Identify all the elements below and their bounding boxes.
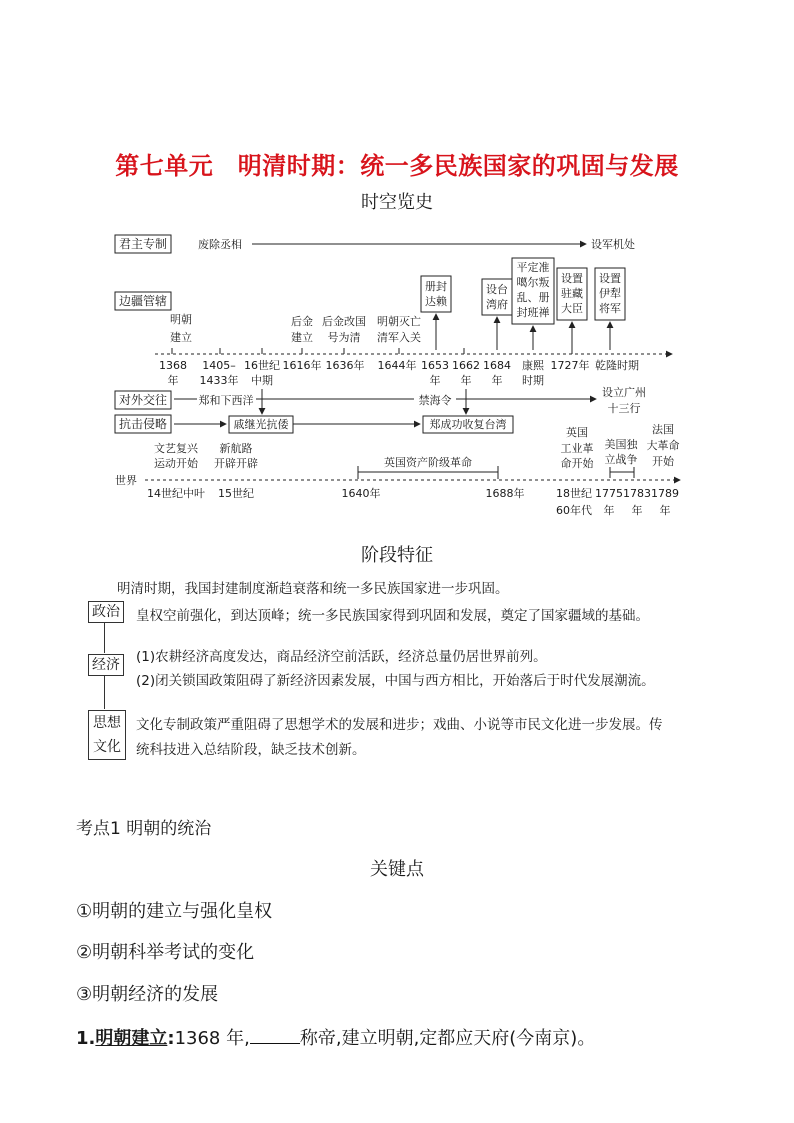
svg-text:年: 年 [659,504,671,517]
svg-text:中期: 中期 [251,374,273,387]
qijiguang: 戚继光抗倭 [233,418,289,431]
section-heading-timeline: 时空览史 [361,192,433,213]
svg-text:开辟开辟: 开辟开辟 [214,457,258,470]
timeline-diagram [0,0,794,530]
zhengchenggong: 郑成功收复台湾 [429,418,507,431]
date-1405: 1405– [202,359,236,372]
svg-text:平定准: 平定准 [516,261,550,274]
item-1-number: 1. [76,1028,96,1049]
world-date-4: 1688年 [485,487,525,500]
svg-text:开始: 开始 [652,455,674,468]
monarchy-end: 设军机处 [591,238,635,251]
date-1727: 1727年 [550,359,590,372]
svg-text:乱、册: 乱、册 [516,291,550,304]
page-title: 第七单元 明清时期：统一多民族国家的巩固与发展 [115,152,679,180]
section-heading-features: 阶段特征 [361,545,433,566]
svg-text:大革命: 大革命 [646,439,680,452]
tag-culture [88,710,126,760]
world-renaissance: 文艺复兴 [154,442,198,455]
category-foreign: 对外交往 [118,393,168,407]
world-american-independence: 美国独 [604,438,638,451]
date-16c: 16世纪 [244,359,280,372]
svg-text:设置: 设置 [561,272,583,285]
item-1-colon: : [167,1028,175,1049]
svg-text:运动开始: 运动开始 [154,457,198,470]
tag-culture-line1: 思想 [93,715,121,731]
item-1-blank[interactable] [250,1027,300,1044]
svg-text:册封: 册封 [425,280,447,293]
english-revolution: 英国资产阶级革命 [384,456,472,469]
svg-text:大臣: 大臣 [561,302,583,315]
date-1684: 1684 [483,359,511,372]
svg-text:年: 年 [429,374,441,387]
world-date-5: 18世纪 [556,487,592,500]
category-monarchy: 君主专制 [118,237,168,251]
svg-text:建立: 建立 [170,331,192,344]
culture-line-1: 文化专制政策严重阻碍了思想学术的发展和进步；戏曲、小说等市民文化进一步发展。传 [136,717,663,733]
date-1653: 1653 [421,359,449,372]
svg-text:封班禅: 封班禅 [516,306,550,319]
world-date-1: 14世纪中叶 [147,487,205,500]
date-1368: 1368 [159,359,187,372]
date-1644: 1644年 [377,359,417,372]
svg-text:1433年: 1433年 [199,374,239,387]
event-rename-qing: 后金改国 [322,315,366,328]
event-houjin: 后金 [291,315,313,328]
event-ming-fall: 明朝灭亡 [377,315,421,328]
svg-text:将军: 将军 [599,302,621,315]
date-1662: 1662 [452,359,480,372]
tag-politics: 政治 [88,601,124,623]
date-qianlong: 乾隆时期 [595,359,639,372]
economy-line-2: (2)闭关锁国政策阻碍了新经济因素发展，中国与西方相比，开始落后于时代发展潮流。 [136,673,655,689]
world-label: 世界 [115,474,137,487]
date-1636: 1636年 [325,359,365,372]
category-anti-invasion: 抗击侵略 [118,417,168,431]
svg-text:工业革: 工业革 [560,442,594,455]
svg-text:伊犁: 伊犁 [599,287,621,300]
svg-text:驻藏: 驻藏 [561,287,583,300]
world-date-7: 1783 [623,487,651,500]
key-point-1: ①明朝的建立与强化皇权 [76,901,273,922]
culture-line-2: 统科技进入总结阶段，缺乏技术创新。 [136,742,366,758]
guangzhou-13-hong: 设立广州 [602,386,646,399]
world-date-3: 1640年 [341,487,381,500]
svg-text:时期: 时期 [522,374,544,387]
zhenghe: 郑和下西洋 [198,394,254,407]
item-1-label: 明朝建立 [95,1028,168,1049]
economy-line-1: (1)农耕经济高度发达，商品经济空前活跃，经济总量仍居世界前列。 [136,649,547,665]
svg-text:年: 年 [167,374,179,387]
svg-text:年: 年 [603,504,615,517]
svg-text:十三行: 十三行 [607,402,641,415]
kaodian-heading: 考点1 明朝的统治 [76,819,212,839]
svg-text:噶尔叛: 噶尔叛 [516,276,550,289]
key-point-3: ③明朝经济的发展 [76,984,219,1005]
politics-text: 皇权空前强化，到达顶峰；统一多民族国家得到巩固和发展，奠定了国家疆域的基础。 [136,608,649,624]
svg-text:年: 年 [460,374,472,387]
item-1 [76,1024,595,1050]
svg-text:湾府: 湾府 [486,298,508,311]
item-1-post: 称帝,建立明朝,定都应天府(今南京)。 [299,1028,596,1049]
frontier-box-4 [557,268,587,320]
frontier-box-3 [512,258,554,324]
svg-text:设置: 设置 [599,272,621,285]
svg-text:建立: 建立 [291,331,313,344]
connector-1 [104,623,105,653]
svg-text:年: 年 [491,374,503,387]
monarchy-start: 废除丞相 [198,238,242,251]
world-date-2: 15世纪 [218,487,254,500]
features-intro: 明清时期，我国封建制度渐趋衰落和统一多民族国家进一步巩固。 [117,581,509,597]
svg-text:清军入关: 清军入关 [377,331,421,344]
svg-text:年: 年 [631,504,643,517]
frontier-box-1 [421,276,451,312]
svg-text:命开始: 命开始 [560,457,594,470]
tag-economy: 经济 [88,654,124,676]
key-points-title: 关键点 [370,859,424,880]
haijin: 禁海令 [418,394,452,407]
key-point-2: ②明朝科举考试的变化 [76,942,255,963]
frontier-box-2 [482,279,512,315]
event-ming-founded: 明朝 [170,313,192,326]
svg-text:号为清: 号为清 [327,331,361,344]
world-industrial: 英国 [566,426,588,439]
date-kangxi: 康熙 [522,359,544,372]
svg-text:达赖: 达赖 [425,295,447,308]
world-date-6: 1775 [595,487,623,500]
svg-text:60年代: 60年代 [556,504,592,517]
tag-culture-line2: 文化 [93,739,121,755]
category-frontier: 边疆管辖 [118,294,168,308]
frontier-box-5 [595,268,625,320]
svg-text:设台: 设台 [486,283,508,296]
date-1616: 1616年 [282,359,322,372]
item-1-pre: 1368 年, [174,1028,250,1049]
world-date-8: 1789 [651,487,679,500]
world-french-revolution: 法国 [652,423,674,436]
connector-2 [104,676,105,709]
world-new-route: 新航路 [219,442,253,455]
svg-text:立战争: 立战争 [604,453,638,466]
